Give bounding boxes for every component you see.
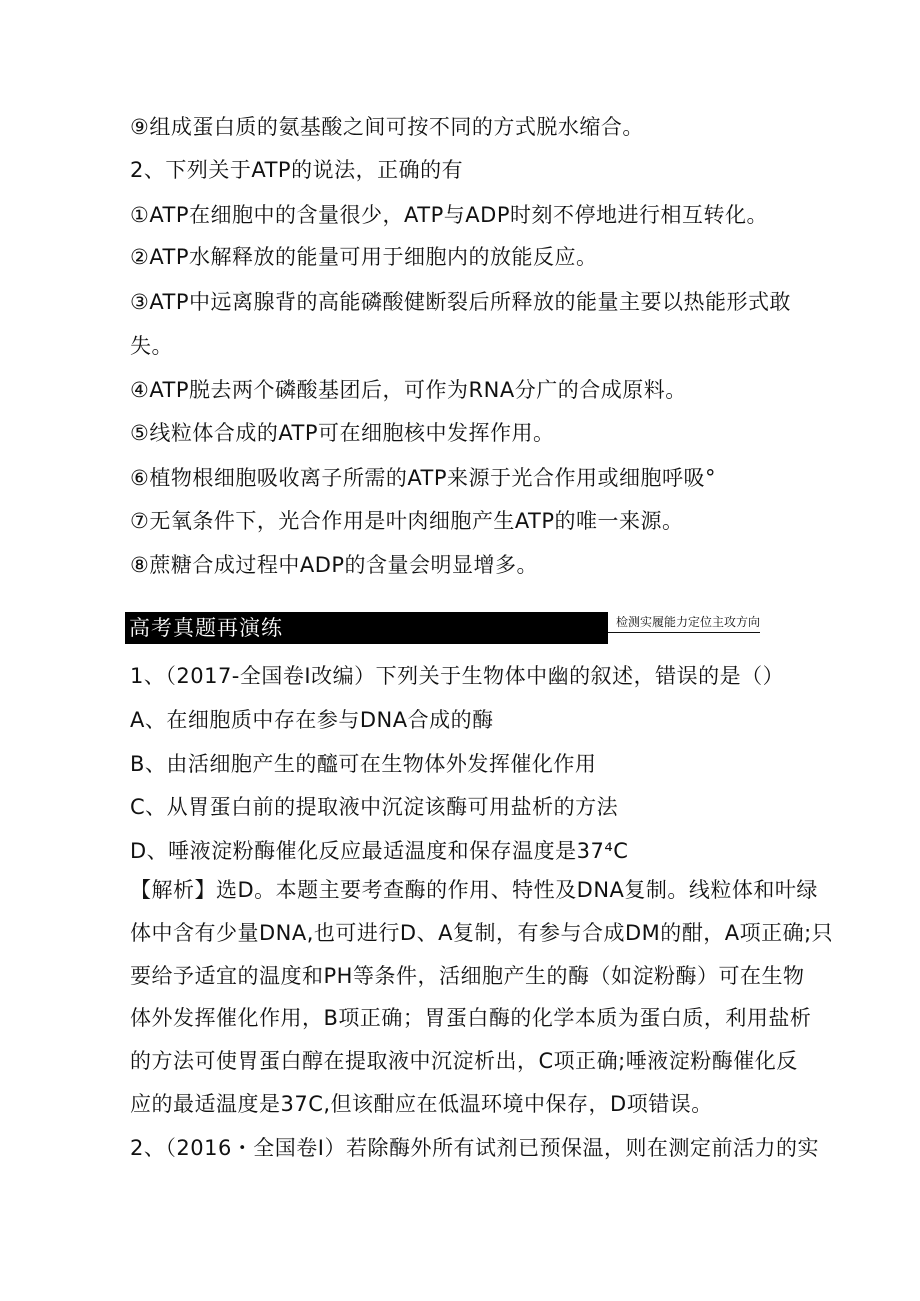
- section-side-label: 检测实履能力定位主攻方向: [616, 614, 760, 633]
- statement-atp-3: ③ATP中远离腺背的高能磷酸健断裂后所释放的能量主要以热能形式敢: [130, 290, 792, 314]
- question-1-stem: 1、（2017-全国卷I改编）下列关于生物体中幽的叙述，错误的是（）: [130, 664, 785, 688]
- analysis-line-5: 的方法可使胃蛋白醇在提取液中沉淀析出，C项正确;唾液淀粉酶催化反: [130, 1049, 798, 1073]
- question-2-stem-2016: 2、（2016・全国卷I）若除酶外所有试剂已预保温，则在测定前活力的实: [130, 1136, 819, 1160]
- statement-atp-4: ④ATP脱去两个磷酸基团后，可作为RNA分广的合成原料。: [130, 378, 687, 402]
- option-a: A、在细胞质中存在参与DNA合成的酶: [130, 708, 494, 732]
- analysis-line-4: 体外发挥催化作用，B项正确；胃蛋白酶的化学本质为蛋白质，利用盐析: [130, 1006, 812, 1030]
- section-title: 高考真题再演练: [129, 616, 283, 640]
- section-header-bar: [125, 612, 608, 644]
- statement-atp-2: ②ATP水解释放的能量可用于细胞内的放能反应。: [130, 245, 598, 269]
- analysis-line-6: 应的最适温度是37C,但该酣应在低温环境中保存，D项错误。: [130, 1092, 713, 1116]
- statement-atp-5: ⑤线粒体合成的ATP可在细胞核中发挥作用。: [130, 421, 555, 445]
- analysis-line-3: 要给予适宜的温度和PH等条件，活细胞产生的酶（如淀粉酶）可在生物: [130, 964, 805, 988]
- statement-9: ⑨组成蛋白质的氨基酸之间可按不同的方式脱水缩合。: [130, 115, 644, 139]
- statement-atp-1: ①ATP在细胞中的含量很少，ATP与ADP时刻不停地进行相互转化。: [130, 203, 768, 227]
- statement-atp-6: ⑥植物根细胞吸收离子所需的ATP来源于光合作用或细胞呼吸°: [130, 466, 717, 490]
- option-b: B、由活细胞产生的醯可在生物体外发挥催化作用: [130, 752, 597, 776]
- statement-atp-3-cont: 失。: [130, 334, 173, 358]
- statement-atp-7: ⑦无氧条件下，光合作用是叶肉细胞产生ATP的唯一来源。: [130, 509, 684, 533]
- option-c: C、从胃蛋白前的提取液中沉淀该酶可用盐析的方法: [130, 795, 619, 819]
- analysis-line-2: 体中含有少量DNA,也可进行D、A复制，有参与合成DM的酣，A项正确;只: [130, 921, 834, 945]
- statement-atp-8: ⑧蔗糖合成过程中ADP的含量会明显增多。: [130, 553, 539, 577]
- question-2-stem: 2、下列关于ATP的说法，正确的有: [130, 158, 464, 182]
- analysis-line-1: 【解析】选D。本题主要考查酶的作用、特性及DNA复制。线粒体和叶绿: [130, 878, 818, 902]
- option-d: D、唾液淀粉酶催化反应最适温度和保存温度是37⁴C: [130, 839, 629, 863]
